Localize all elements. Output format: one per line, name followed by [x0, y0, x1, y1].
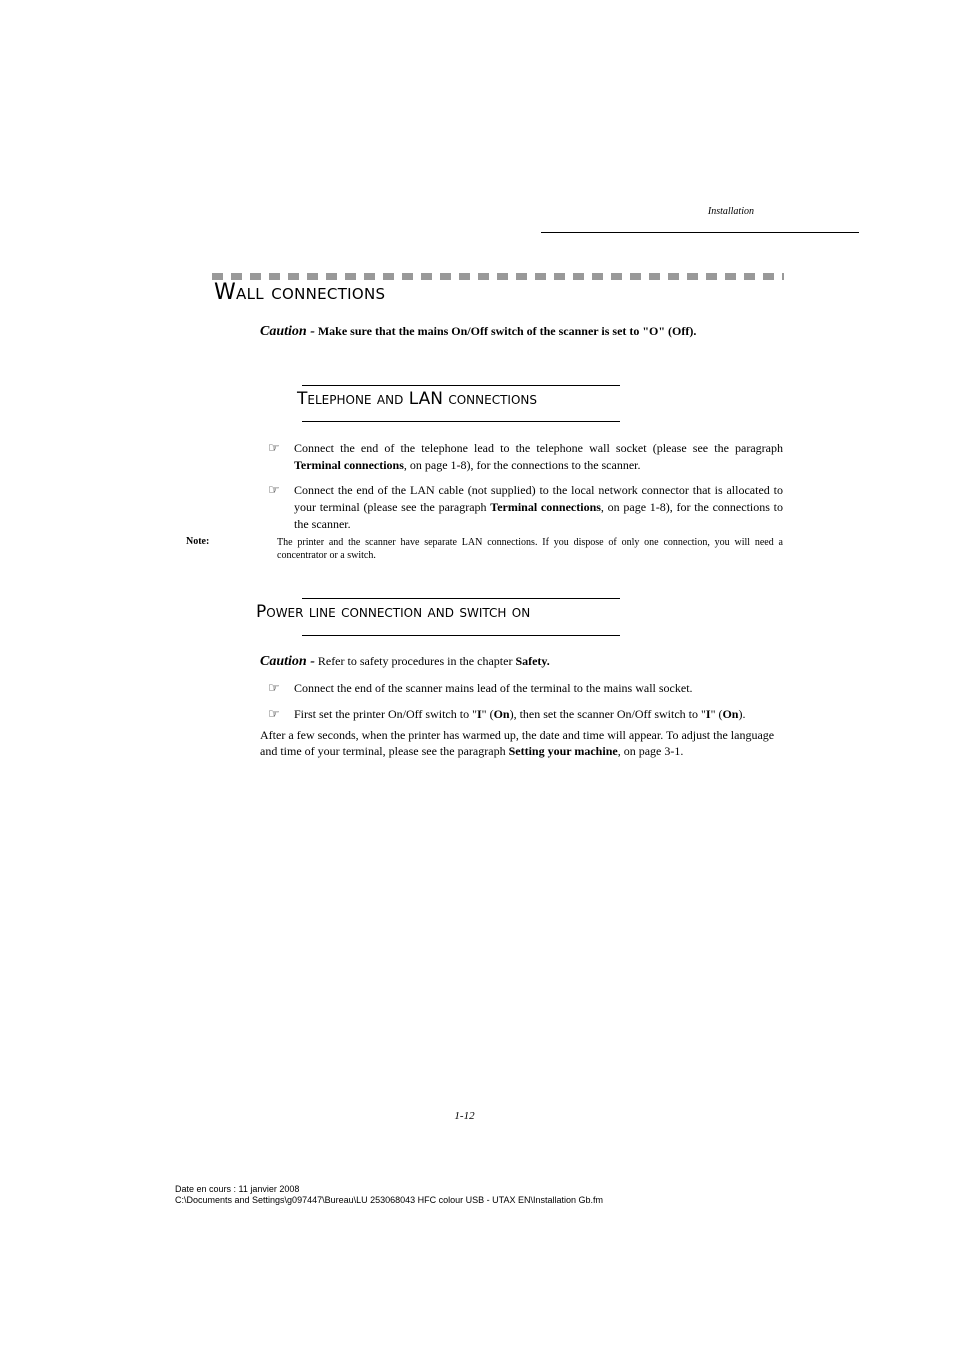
bullet-text: Connect the end of the LAN cable (not supplied) to the local network connector that is allocated to your terminal (please see the paragraph [294, 483, 783, 514]
caution-bold: Safety. [515, 654, 550, 668]
para-bold: Setting your machine [508, 744, 618, 758]
list-item [268, 706, 783, 723]
caution-label: Caution - [260, 654, 315, 669]
section2-top-rule [302, 598, 620, 599]
bullet-bold: Terminal connections [294, 458, 404, 472]
bullet-text: , on page 1-8), for the connections to the scanner. [294, 500, 783, 531]
para-text: , on page 3-1. [617, 744, 684, 758]
section2-bottom-rule [302, 635, 620, 636]
para-text: After a few seconds, when the printer has warmed up, the date and time will appear. To adjust the language and time of your terminal, please see the paragraph [260, 728, 775, 758]
chapter-title: Wall connections [214, 280, 386, 305]
pointing-hand-icon: ☞ [268, 707, 280, 722]
caution-text: Make sure that the mains On/Off switch of the scanner is set to "O" (Off). [317, 324, 697, 338]
running-header: Installation [707, 206, 754, 217]
bullet-text: First set the printer On/Off switch to " [294, 707, 477, 721]
footer-date: Date en cours : 11 janvier 2008 [175, 1184, 300, 1194]
list-item [268, 440, 783, 474]
bullet-text: ), then set the scanner On/Off switch to " [509, 707, 706, 721]
bullet-text: Connect the end of the telephone lead to the telephone wall socket (please see the paragraph [294, 441, 783, 455]
bullet-text: ). [738, 707, 746, 721]
bullet-bold: Terminal connections [490, 500, 601, 514]
bullet-text: " ( [481, 707, 494, 721]
header-rule [541, 232, 859, 233]
list-item [268, 680, 783, 697]
pointing-hand-icon: ☞ [268, 441, 280, 456]
note-text: The printer and the scanner have separate LAN connections. If you dispose of only one connection, you will need a concentrator or a switch. [277, 537, 783, 561]
body-paragraph [260, 727, 783, 759]
bullet-bold: On [722, 707, 739, 721]
bullet-text: , on page 1-8), for the connections to the scanner. [403, 458, 641, 472]
note-label: Note: [186, 536, 210, 547]
bullet-bold: On [493, 707, 510, 721]
bullet-text: " ( [710, 707, 723, 721]
footer-path: C:\Documents and Settings\g097447\Bureau\LU 253068043 HFC colour USB - UTAX EN\Installation Gb.fm [175, 1195, 604, 1205]
pointing-hand-icon: ☞ [268, 681, 280, 696]
caution-main [260, 324, 696, 340]
section1-title: Telephone and LAN connections [297, 389, 537, 409]
pointing-hand-icon: ☞ [268, 483, 280, 498]
caution-text: Refer to safety procedures in the chapter [317, 654, 516, 668]
list-item [268, 482, 783, 533]
page-number: 1-12 [454, 1110, 475, 1122]
section1-top-rule [302, 385, 620, 386]
bullet-bold: I [705, 707, 711, 721]
section2-title: Power line connection and switch on [256, 602, 531, 622]
section1-bottom-rule [302, 421, 620, 422]
bullet-text: Connect the end of the scanner mains lead of the terminal to the mains wall socket. [294, 681, 693, 695]
caution-safety [260, 654, 550, 670]
dashed-rule [212, 273, 784, 280]
bullet-bold: I [477, 707, 482, 721]
caution-label: Caution - [260, 324, 315, 339]
